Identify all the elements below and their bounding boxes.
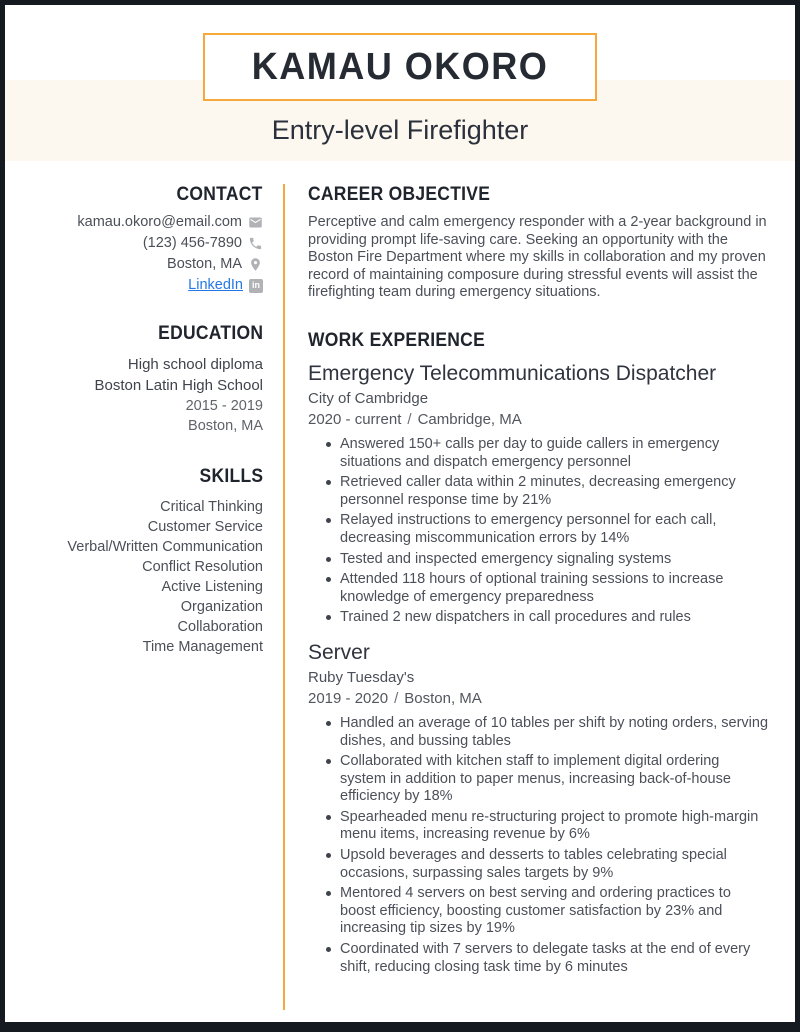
bullet-item [308, 809, 768, 844]
education-dates: 2015 - 2019 [185, 398, 263, 414]
phone-value: (123) 456-7890 [142, 235, 242, 251]
contact-section [40, 184, 263, 293]
location-pin-icon [248, 257, 263, 272]
bullet-text: Spearheaded menu re-structuring project to promote high-margin menu items, increasing revenue by 6% [340, 808, 759, 843]
location-value: Boston, MA [167, 256, 242, 272]
job-bullets [308, 436, 768, 627]
bullet-text: Coordinated with 7 servers to delegate tasks at the end of every shift, reducing closing task time by 6 minutes [340, 941, 751, 975]
envelope-icon [248, 215, 263, 230]
name-box [203, 33, 597, 101]
bullet-text: Trained 2 new dispatchers in call procedures and rules [340, 609, 691, 626]
bullet-dot-icon [326, 891, 331, 896]
main-content [308, 184, 768, 979]
resume-page [5, 5, 795, 1022]
education-heading: EDUCATION [157, 323, 263, 344]
bullet-item [308, 571, 768, 606]
bullet-item [308, 551, 768, 569]
skills-heading: SKILLS [199, 466, 263, 487]
bullet-text: Collaborated with kitchen staff to implement digital ordering system in addition to paper menus, increasing back-of-house efficiency by 18% [340, 753, 731, 805]
bullet-item [308, 847, 768, 882]
bullet-dot-icon [326, 480, 331, 485]
bullet-item [308, 609, 768, 627]
skill-item: Conflict Resolution [142, 559, 263, 575]
bullet-text: Attended 118 hours of optional training sessions to increase knowledge of emergency preparedness [340, 571, 724, 605]
education-school: Boston Latin High School [94, 377, 263, 394]
skill-item: Collaboration [177, 619, 263, 635]
meta-separator: / [407, 410, 412, 428]
job-target-title: Entry-level Firefighter [271, 115, 529, 145]
contact-heading: CONTACT [176, 184, 263, 205]
contact-phone-row [40, 236, 263, 251]
contact-email-row [40, 215, 263, 230]
candidate-name: KAMAU OKORO [251, 45, 549, 88]
content-columns [5, 161, 795, 1010]
job-company: City of Cambridge [308, 389, 429, 407]
resume-header [5, 5, 795, 161]
bullet-text: Upsold beverages and desserts to tables celebrating special occasions, surpassing sales targets by 9% [340, 847, 727, 881]
bullet-dot-icon [326, 815, 331, 820]
job-title: Server [308, 640, 370, 664]
skill-item: Organization [180, 599, 263, 615]
job-title: Emergency Telecommunications Dispatcher [308, 361, 717, 385]
subtitle-row [5, 115, 795, 146]
bullet-dot-icon [326, 577, 331, 582]
job-company: Ruby Tuesday's [308, 668, 415, 686]
bullet-item [308, 885, 768, 938]
bullet-dot-icon [326, 759, 331, 764]
bullet-dot-icon [326, 518, 331, 523]
education-degree: High school diploma [127, 356, 263, 373]
contact-linkedin-row [40, 278, 263, 293]
job-location: Cambridge, MA [417, 410, 522, 428]
job-bullets [308, 715, 768, 976]
career-objective-heading: CAREER OBJECTIVE [308, 184, 491, 205]
bullet-text: Handled an average of 10 tables per shift by noting orders, serving dishes, and bussing tables [340, 714, 769, 749]
skill-item: Active Listening [161, 579, 263, 595]
career-objective-text: Perceptive and calm emergency responder with a 2-year background in providing prompt life-saving care. Seeking an opportunity with the Boston Fire Department where my skills in collaboration and my proven record of maintaining composure during stressful events will assist the firefighting team during emergency situations. [308, 214, 767, 301]
linkedin-link[interactable]: LinkedIn [188, 277, 243, 293]
bullet-text: Relayed instructions to emergency personnel for each call, decreasing miscommunication errors by 14% [340, 512, 717, 546]
contact-location-row [40, 257, 263, 272]
bullet-item [308, 753, 768, 806]
bullet-dot-icon [326, 721, 331, 726]
job-location: Boston, MA [404, 689, 482, 707]
sidebar [40, 184, 263, 657]
bullet-item [308, 941, 768, 976]
skill-item: Critical Thinking [160, 499, 263, 515]
email-value: kamau.okoro@email.com [77, 214, 242, 230]
bullet-text: Retrieved caller data within 2 minutes, decreasing emergency personnel response time by 21% [340, 474, 736, 508]
bullet-dot-icon [326, 615, 331, 620]
job-meta [308, 690, 768, 708]
bullet-text: Tested and inspected emergency signaling systems [340, 550, 672, 567]
skills-section [40, 466, 263, 657]
job-entry-dispatcher [308, 362, 768, 627]
education-section [40, 323, 263, 436]
meta-separator: / [394, 689, 399, 707]
work-experience-heading: WORK EXPERIENCE [308, 329, 486, 351]
bullet-item [308, 474, 768, 509]
skill-item: Verbal/Written Communication [67, 539, 263, 555]
bullet-text: Answered 150+ calls per day to guide callers in emergency situations and dispatch emergency personnel [340, 435, 720, 470]
phone-icon [248, 236, 263, 251]
job-entry-server [308, 641, 768, 976]
linkedin-icon: in [249, 279, 263, 293]
bullet-item [308, 512, 768, 547]
work-experience-section [308, 330, 768, 976]
job-dates: 2019 - 2020 [308, 689, 389, 707]
career-objective-section [308, 184, 768, 302]
bullet-dot-icon [326, 853, 331, 858]
column-divider [283, 184, 285, 1010]
job-dates: 2020 - current [308, 410, 402, 428]
bullet-item [308, 715, 768, 750]
skill-item: Time Management [142, 639, 263, 655]
bullet-dot-icon [326, 557, 331, 562]
bullet-dot-icon [326, 947, 331, 952]
education-location: Boston, MA [188, 418, 263, 434]
bullet-text: Mentored 4 servers on best serving and ordering practices to boost efficiency, boosting customer satisfaction by 23% and increasing tip sizes by 19% [340, 885, 731, 937]
bullet-item [308, 436, 768, 471]
bullet-dot-icon [326, 442, 331, 447]
skill-item: Customer Service [147, 519, 263, 535]
job-meta [308, 411, 768, 429]
